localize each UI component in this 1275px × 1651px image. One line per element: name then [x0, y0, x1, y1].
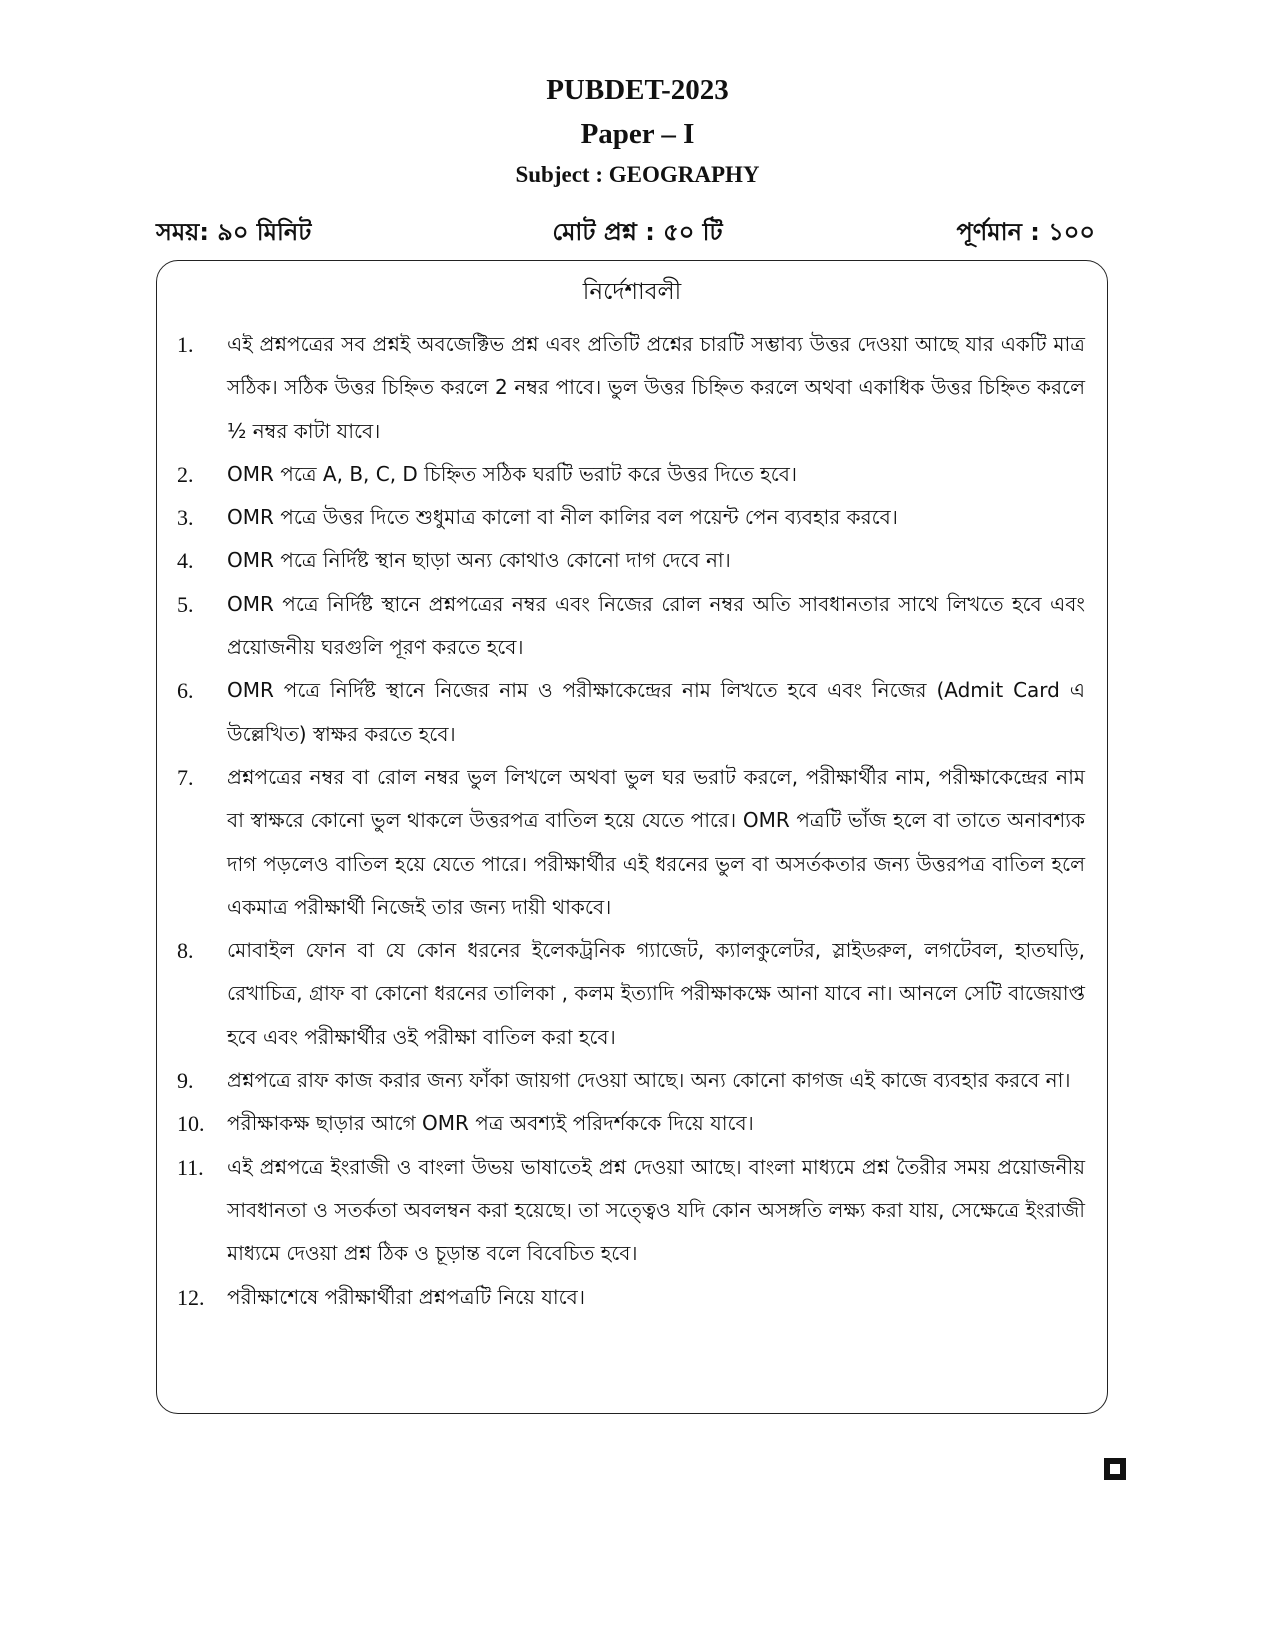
instruction-text: OMR পত্রে নির্দিষ্ট স্থানে নিজের নাম ও পরীক্ষাকেন্দ্রের নাম লিখতে হবে এবং নিজের (Admit Card এ উল্লেখিত) স্বাক্ষর করতে হবে।	[227, 678, 1085, 746]
instruction-item	[157, 1276, 1107, 1319]
instruction-number: 1.	[177, 332, 194, 357]
instruction-number: 8.	[177, 938, 194, 964]
instruction-text: OMR পত্রে নির্দিষ্ট স্থানে প্রশ্নপত্রের নম্বর এবং নিজের রোল নম্বর অতি সাবধানতার সাথে লিখতে হবে এবং প্রয়োজনীয় ঘরগুলি পূরণ করতে হবে।	[227, 591, 1085, 660]
instruction-item	[157, 453, 1107, 496]
instruction-number: 4.	[177, 548, 194, 574]
instruction-number: 6.	[177, 678, 194, 704]
instruction-text: এই প্রশ্নপত্রে ইংরাজী ও বাংলা উভয় ভাষাতেই প্রশ্ন দেওয়া আছে। বাংলা মাধ্যমে প্রশ্ন তৈরীর সময় প্রয়োজনীয় সাবধানতা ও সতর্কতা অবলম্বন করা হয়েছে। তা সত্ত্বেও যদি কোন অসঙ্গতি লক্ষ্য করা যায়, সেক্ষেত্রে ইংরাজী মাধ্যমে দেওয়া প্রশ্ন ঠিক ও চূড়ান্ত বলে বিবেচিত হবে।	[227, 1154, 1085, 1266]
exam-duration: সময়: ৯০ মিনিট	[156, 218, 312, 246]
instruction-item	[157, 323, 1107, 453]
instruction-item	[157, 496, 1107, 539]
total-questions: মোট প্রশ্ন : ৫০ টি	[552, 218, 723, 246]
instruction-item	[157, 756, 1107, 929]
instruction-text: OMR পত্রে উত্তর দিতে শুধুমাত্র কালো বা নীল কালির বল পয়েন্ট পেন ব্যবহার করবে।	[227, 505, 898, 530]
instruction-text: পরীক্ষাশেষে পরীক্ষার্থীরা প্রশ্নপত্রটি নিয়ে যাবে।	[227, 1284, 585, 1309]
instruction-item	[157, 583, 1107, 670]
instruction-item	[157, 669, 1107, 756]
instruction-item	[157, 539, 1107, 582]
instruction-text: প্রশ্নপত্রের নম্বর বা রোল নম্বর ভুল লিখলে অথবা ভুল ঘর ভরাট করলে, পরীক্ষার্থীর নাম, পরীক্ষাকেন্দ্রের নাম বা স্বাক্ষরে কোনো ভুল থাকলে উত্তরপত্র বাতিল হয়ে যেতে পারে। OMR পত্রটি ভাঁজ হলে বা তাতে অনাবশ্যক দাগ পড়লেও বাতিল হয়ে যেতে পারে। পরীক্ষার্থীর এই ধরনের ভুল বা অসর্তকতার জন্য উত্তরপত্র বাতিল হলে একমাত্র পরীক্ষার্থী নিজেই তার জন্য দায়ী থাকবে।	[227, 764, 1085, 919]
full-marks: পূর্ণমান : ১০০	[956, 218, 1095, 246]
instruction-number: 11.	[177, 1154, 204, 1180]
instruction-number: 2.	[177, 461, 194, 487]
instruction-number: 5.	[177, 591, 194, 617]
instruction-text: পরীক্ষাকক্ষ ছাড়ার আগে OMR পত্র অবশ্যই পরিদর্শককে দিয়ে যাবে।	[227, 1111, 754, 1136]
corner-square-mark	[1104, 1458, 1126, 1480]
instruction-text: এই প্রশ্নপত্রের সব প্রশ্নই অবজেক্টিভ প্রশ্ন এবং প্রতিটি প্রশ্নের চারটি সম্ভাব্য উত্তর দেওয়া আছে যার একটি মাত্র সঠিক। সঠিক উত্তর চিহ্নিত করলে 2 নম্বর পাবে। ভুল উত্তর চিহ্নিত করলে অথবা একাধিক উত্তর চিহ্নিত করলে ½ নম্বর কাটা যাবে।	[227, 332, 1085, 443]
exam-title: PUBDET-2023	[546, 74, 729, 106]
instruction-number: 7.	[177, 764, 194, 790]
paper-number: Paper – I	[580, 118, 695, 150]
instruction-item	[157, 1102, 1107, 1145]
instructions-list	[157, 323, 1107, 1319]
instruction-item	[157, 1146, 1107, 1276]
instruction-number: 12.	[177, 1284, 205, 1310]
instructions-title: নির্দেশাবলী	[582, 279, 682, 305]
instruction-item	[157, 1059, 1107, 1102]
instruction-number: 3.	[177, 505, 194, 531]
instruction-number: 9.	[177, 1068, 194, 1094]
instruction-item	[157, 929, 1107, 1059]
instruction-text: OMR পত্রে নির্দিষ্ট স্থান ছাড়া অন্য কোথাও কোনো দাগ দেবে না।	[227, 548, 731, 573]
instructions-box	[156, 260, 1108, 1414]
instruction-number: 10.	[177, 1111, 205, 1137]
instruction-text: OMR পত্রে A, B, C, D চিহ্নিত সঠিক ঘরটি ভরাট করে উত্তর দিতে হবে।	[227, 461, 798, 486]
instruction-text: প্রশ্নপত্রে রাফ কাজ করার জন্য ফাঁকা জায়গা দেওয়া আছে। অন্য কোনো কাগজ এই কাজে ব্যবহার করবে না।	[227, 1068, 1071, 1093]
subject-line: Subject : GEOGRAPHY	[515, 162, 760, 187]
instruction-text: মোবাইল ফোন বা যে কোন ধরনের ইলেকট্রনিক গ্যাজেট, ক্যালকুলেটর, স্লাইডরুল, লগটেবল, হাতঘড়ি, রেখাচিত্র, গ্রাফ বা কোনো ধরনের তালিকা , কলম ইত্যাদি পরীক্ষাকক্ষে আনা যাবে না। আনলে সেটি বাজেয়াপ্ত হবে এবং পরীক্ষার্থীর ওই পরীক্ষা বাতিল করা হবে।	[227, 938, 1085, 1049]
